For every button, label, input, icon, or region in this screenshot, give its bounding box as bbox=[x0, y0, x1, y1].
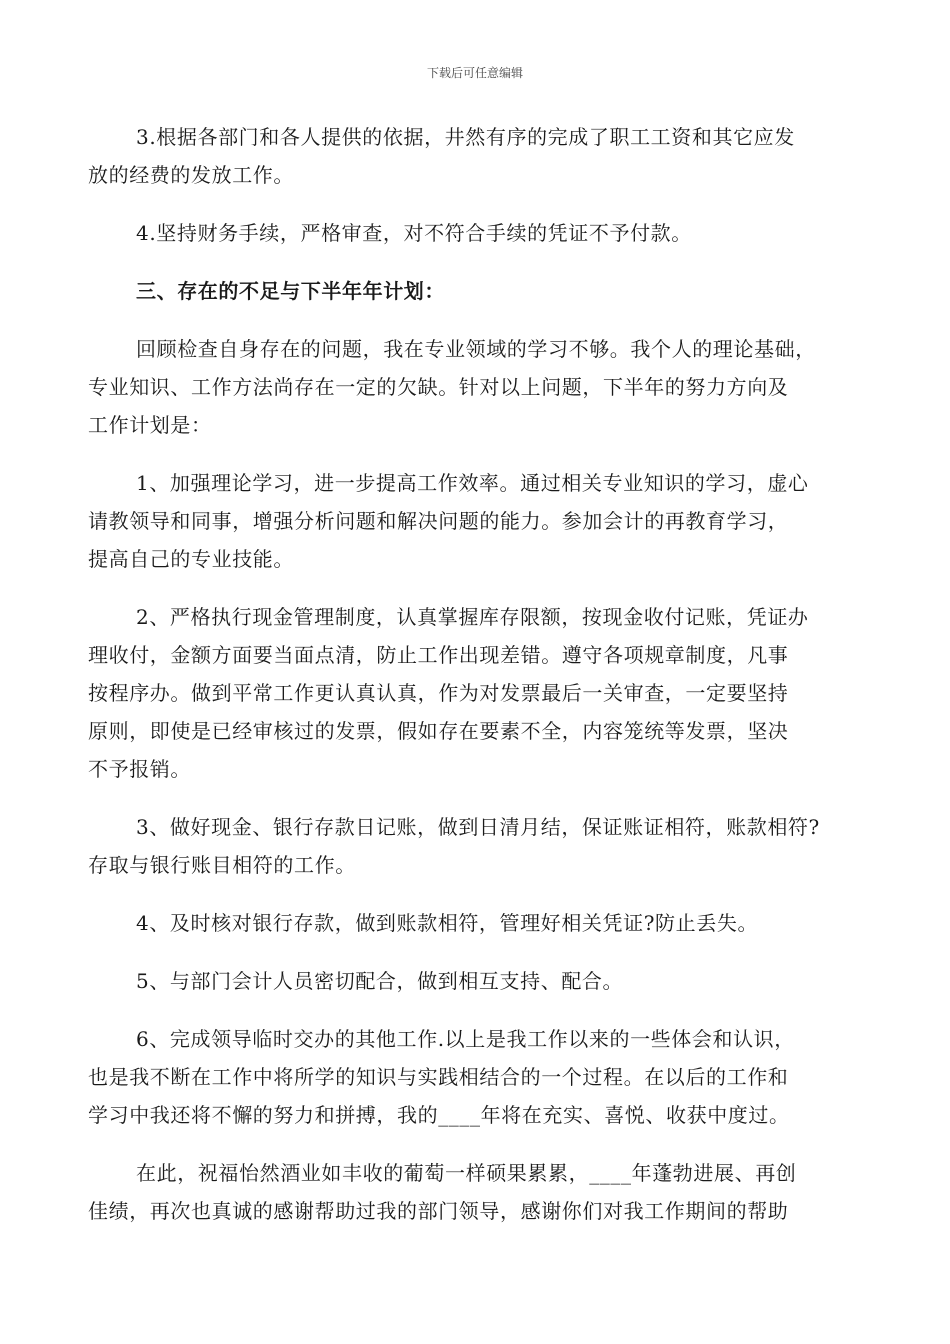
text-line: 6、完成领导临时交办的其他工作.以上是我工作以来的一些体会和认识， bbox=[136, 1027, 795, 1051]
text-line: 佳绩，再次也真诚的感谢帮助过我的部门领导，感谢你们对我工作期间的帮助 bbox=[88, 1199, 789, 1223]
text-line: 工作计划是： bbox=[88, 413, 212, 437]
text-line: 4、及时核对银行存款，做到账款相符，管理好相关凭证?防止丢失。 bbox=[136, 911, 759, 935]
text-line: 理收付，金额方面要当面点清，防止工作出现差错。遵守各项规章制度，凡事 bbox=[88, 643, 789, 667]
text-line: 在此，祝福怡然酒业如丰收的葡萄一样硕果累累，____年蓬勃进展、再创 bbox=[136, 1161, 797, 1185]
document-body bbox=[88, 118, 868, 1250]
paragraph-plan-4 bbox=[88, 904, 868, 942]
text-line: 放的经费的发放工作。 bbox=[88, 163, 294, 187]
text-line: 学习中我还将不懈的努力和拼搏，我的____年将在充实、喜悦、收获中度过。 bbox=[88, 1103, 790, 1127]
paragraph-plan-5 bbox=[88, 962, 868, 1000]
text-line: 1、加强理论学习，进一步提高工作效率。通过相关专业知识的学习，虚心 bbox=[136, 471, 809, 495]
paragraph-plan-3 bbox=[88, 808, 868, 884]
section-heading bbox=[88, 272, 868, 310]
text-line: 4.坚持财务手续，严格审查，对不符合手续的凭证不予付款。 bbox=[136, 221, 692, 245]
text-line: 请教领导和同事，增强分析问题和解决问题的能力。参加会计的再教育学习， bbox=[88, 509, 789, 533]
paragraph-closing bbox=[88, 1154, 868, 1230]
text-line: 三、存在的不足与下半年年计划： bbox=[136, 279, 445, 303]
text-line: 3、做好现金、银行存款日记账，做到日清月结，保证账证相符，账款相符? bbox=[136, 815, 820, 839]
paragraph-plan-1 bbox=[88, 464, 868, 578]
text-line: 提高自己的专业技能。 bbox=[88, 547, 294, 571]
text-line: 原则，即使是已经审核过的发票，假如存在要素不全，内容笼统等发票，坚决 bbox=[88, 719, 789, 743]
text-line: 按程序办。做到平常工作更认真认真，作为对发票最后一关审查，一定要坚持 bbox=[88, 681, 789, 705]
paragraph-review bbox=[88, 330, 868, 444]
text-line: 不予报销。 bbox=[88, 757, 191, 781]
paragraph-plan-2 bbox=[88, 598, 868, 788]
page-header: 下载后可任意编辑 bbox=[426, 66, 523, 80]
text-line: 3.根据各部门和各人提供的依据，井然有序的完成了职工工资和其它应发 bbox=[136, 125, 795, 149]
text-line: 专业知识、工作方法尚存在一定的欠缺。针对以上问题，下半年的努力方向及 bbox=[88, 375, 789, 399]
paragraph-item-3 bbox=[88, 118, 868, 194]
paragraph-item-4 bbox=[88, 214, 868, 252]
text-line: 也是我不断在工作中将所学的知识与实践相结合的一个过程。在以后的工作和 bbox=[88, 1065, 789, 1089]
text-line: 存取与银行账目相符的工作。 bbox=[88, 853, 356, 877]
text-line: 5、与部门会计人员密切配合，做到相互支持、配合。 bbox=[136, 969, 624, 993]
paragraph-plan-6 bbox=[88, 1020, 868, 1134]
text-line: 2、严格执行现金管理制度，认真掌握库存限额，按现金收付记账，凭证办 bbox=[136, 605, 809, 629]
text-line: 回顾检查自身存在的问题，我在专业领域的学习不够。我个人的理论基础， bbox=[136, 337, 816, 361]
